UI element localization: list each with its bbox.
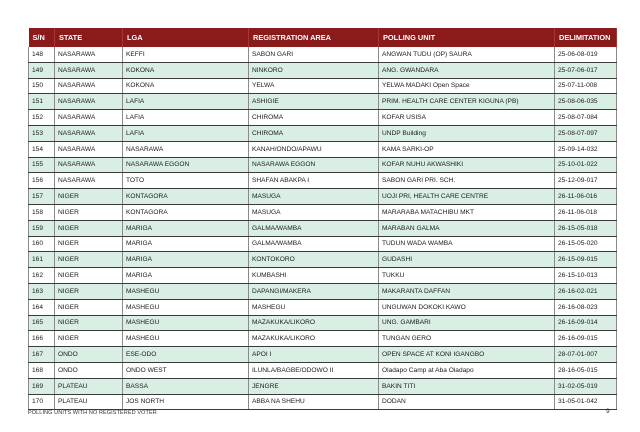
cell-state: NASARAWA [55,62,123,78]
cell-delimitation: 26-16-09-015 [555,331,617,347]
cell-registration-area: MAZAKUKA/LIKORO [249,331,379,347]
table-row [29,157,617,173]
cell-registration-area: NASARAWA EGGON [249,157,379,173]
cell-lga: MASHEGU [123,331,249,347]
cell-registration-area: MASUGA [249,204,379,220]
cell-lga: KONTAGORA [123,204,249,220]
header-sn: S/N [29,28,55,47]
header-registration-area: REGISTRATION AREA [249,28,379,47]
cell-polling-unit: KOFAR NUHU AKWASHIKI [379,157,555,173]
cell-registration-area: MASUGA [249,189,379,205]
cell-sn: 165 [29,315,55,331]
cell-state: NASARAWA [55,141,123,157]
table-row [29,331,617,347]
table-row [29,347,617,363]
cell-lga: MASHEGU [123,299,249,315]
cell-lga: TOTO [123,173,249,189]
cell-state: NASARAWA [55,78,123,94]
cell-registration-area: MAZAKUKA/LIKORO [249,315,379,331]
cell-lga: LAFIA [123,110,249,126]
cell-sn: 164 [29,299,55,315]
cell-delimitation: 26-11-06-018 [555,204,617,220]
cell-registration-area: ASHIGIE [249,94,379,110]
cell-registration-area: KONTOKORO [249,252,379,268]
cell-lga: MARIGA [123,268,249,284]
cell-state: NASARAWA [55,125,123,141]
table-row [29,252,617,268]
footer-caption: POLLING UNITS WITH NO REGISTERED VOTER [28,410,157,416]
table-row [29,299,617,315]
cell-sn: 167 [29,347,55,363]
cell-delimitation: 26-15-05-018 [555,220,617,236]
cell-polling-unit: GUDASHI [379,252,555,268]
cell-registration-area: YELWA [249,78,379,94]
cell-polling-unit: MAKARANTA DAFFAN [379,283,555,299]
cell-registration-area: JENGRE [249,378,379,394]
cell-sn: 157 [29,189,55,205]
table-row [29,362,617,378]
cell-registration-area: DAPANGI/MAKERA [249,283,379,299]
cell-lga: MARIGA [123,252,249,268]
cell-state: PLATEAU [55,394,123,410]
cell-state: NASARAWA [55,94,123,110]
cell-sn: 156 [29,173,55,189]
cell-sn: 159 [29,220,55,236]
cell-polling-unit: UOJI PRI, HEALTH CARE CENTRE [379,189,555,205]
cell-sn: 162 [29,268,55,284]
cell-delimitation: 25-10-01-022 [555,157,617,173]
table-row [29,141,617,157]
cell-lga: KOKONA [123,62,249,78]
cell-lga: MASHEGU [123,315,249,331]
cell-sn: 148 [29,47,55,62]
header-lga: LGA [123,28,249,47]
cell-polling-unit: UNG. GAMBARI [379,315,555,331]
cell-registration-area: SABON GARI [249,47,379,62]
cell-delimitation: 28-07-01-007 [555,347,617,363]
table-row [29,283,617,299]
cell-state: NIGER [55,252,123,268]
cell-state: NIGER [55,236,123,252]
cell-registration-area: ABBA NA SHEHU [249,394,379,410]
cell-sn: 155 [29,157,55,173]
table-row [29,315,617,331]
polling-units-table-container [28,28,616,410]
cell-state: ONDO [55,362,123,378]
cell-registration-area: GALMA/WAMBA [249,236,379,252]
page-number: 9 [606,408,610,415]
cell-sn: 163 [29,283,55,299]
cell-sn: 151 [29,94,55,110]
cell-delimitation: 31-02-05-019 [555,378,617,394]
table-row [29,189,617,205]
cell-lga: ESE-ODO [123,347,249,363]
table-row [29,236,617,252]
cell-delimitation: 26-15-10-013 [555,268,617,284]
cell-state: NIGER [55,268,123,284]
cell-sn: 149 [29,62,55,78]
cell-delimitation: 26-16-02-021 [555,283,617,299]
cell-state: ONDO [55,347,123,363]
table-row [29,110,617,126]
table-row [29,94,617,110]
cell-delimitation: 26-16-09-014 [555,315,617,331]
cell-state: NIGER [55,204,123,220]
cell-polling-unit: DODAN [379,394,555,410]
cell-delimitation: 25-12-09-017 [555,173,617,189]
cell-state: NASARAWA [55,47,123,62]
table-row [29,173,617,189]
table-body [29,47,617,410]
cell-registration-area: CHIROMA [249,125,379,141]
cell-sn: 158 [29,204,55,220]
cell-lga: KEFFI [123,47,249,62]
cell-state: NASARAWA [55,173,123,189]
table-row [29,78,617,94]
cell-polling-unit: ANGWAN TUDU (OP) SAURA [379,47,555,62]
cell-delimitation: 25-07-06-017 [555,62,617,78]
cell-polling-unit: UNGUWAN DOKOKI KAWO [379,299,555,315]
cell-delimitation: 25-08-06-035 [555,94,617,110]
cell-state: NIGER [55,220,123,236]
cell-delimitation: 31-05-01-042 [555,394,617,410]
cell-registration-area: KUMBASHI [249,268,379,284]
cell-state: NIGER [55,283,123,299]
cell-polling-unit: TUNGAN GERO [379,331,555,347]
header-polling-unit: POLLING UNIT [379,28,555,47]
cell-sn: 152 [29,110,55,126]
cell-sn: 161 [29,252,55,268]
cell-state: NIGER [55,331,123,347]
cell-registration-area: MASHEGU [249,299,379,315]
cell-delimitation: 25-07-11-008 [555,78,617,94]
cell-lga: KONTAGORA [123,189,249,205]
cell-state: NASARAWA [55,110,123,126]
cell-polling-unit: UNDP Building [379,125,555,141]
cell-lga: LAFIA [123,94,249,110]
cell-delimitation: 25-09-14-032 [555,141,617,157]
cell-state: NASARAWA [55,157,123,173]
table-row [29,220,617,236]
table-row [29,378,617,394]
cell-polling-unit: KAMA SARKI-OP [379,141,555,157]
table-row [29,125,617,141]
cell-polling-unit: MARARABA MATACHIBU MKT [379,204,555,220]
cell-sn: 154 [29,141,55,157]
cell-registration-area: NINKORO [249,62,379,78]
cell-sn: 150 [29,78,55,94]
cell-registration-area: KANAH/ONDO/APAWU [249,141,379,157]
cell-registration-area: ILUNLA/BAGBE/ODOWO II [249,362,379,378]
table-row [29,268,617,284]
cell-registration-area: GALMA/WAMBA [249,220,379,236]
cell-polling-unit: MARABAN GALMA [379,220,555,236]
header-delimitation: DELIMITATION [555,28,617,47]
cell-sn: 169 [29,378,55,394]
cell-delimitation: 28-16-05-015 [555,362,617,378]
table-row [29,47,617,62]
cell-sn: 168 [29,362,55,378]
cell-delimitation: 26-11-06-016 [555,189,617,205]
cell-lga: NASARAWA EGGON [123,157,249,173]
cell-polling-unit: Oladapo Camp at Aba Oladapo [379,362,555,378]
cell-polling-unit: SABON GARI PRI. SCH. [379,173,555,189]
cell-registration-area: APOI I [249,347,379,363]
cell-polling-unit: TUKKU [379,268,555,284]
cell-polling-unit: YELWA MADAKI Open Space [379,78,555,94]
cell-delimitation: 25-06-08-019 [555,47,617,62]
cell-delimitation: 26-16-08-023 [555,299,617,315]
cell-delimitation: 26-15-09-015 [555,252,617,268]
cell-polling-unit: OPEN SPACE AT KONI IGANGBO [379,347,555,363]
cell-state: NIGER [55,315,123,331]
table-row [29,62,617,78]
cell-polling-unit: ANG. GWANDARA [379,62,555,78]
cell-lga: MASHEGU [123,283,249,299]
cell-delimitation: 25-08-07-097 [555,125,617,141]
cell-registration-area: SHAFAN ABAKPA I [249,173,379,189]
cell-delimitation: 26-15-05-020 [555,236,617,252]
cell-polling-unit: PRIM. HEALTH CARE CENTER KIGUNA (PB) [379,94,555,110]
cell-polling-unit: BAKIN TITI [379,378,555,394]
cell-lga: MARIGA [123,220,249,236]
cell-lga: JOS NORTH [123,394,249,410]
cell-polling-unit: KOFAR USISA [379,110,555,126]
cell-sn: 160 [29,236,55,252]
cell-sn: 170 [29,394,55,410]
cell-state: NIGER [55,299,123,315]
cell-state: NIGER [55,189,123,205]
cell-lga: LAFIA [123,125,249,141]
cell-delimitation: 25-08-07-084 [555,110,617,126]
cell-registration-area: CHIROMA [249,110,379,126]
cell-sn: 153 [29,125,55,141]
header-state: STATE [55,28,123,47]
table-header-row [29,28,617,47]
cell-lga: NASARAWA [123,141,249,157]
cell-lga: MARIGA [123,236,249,252]
cell-state: PLATEAU [55,378,123,394]
cell-lga: ONDO WEST [123,362,249,378]
polling-units-table [28,28,617,410]
table-row [29,394,617,410]
cell-lga: KOKONA [123,78,249,94]
cell-lga: BASSA [123,378,249,394]
cell-polling-unit: TUDUN WADA WAMBA [379,236,555,252]
table-row [29,204,617,220]
cell-sn: 166 [29,331,55,347]
